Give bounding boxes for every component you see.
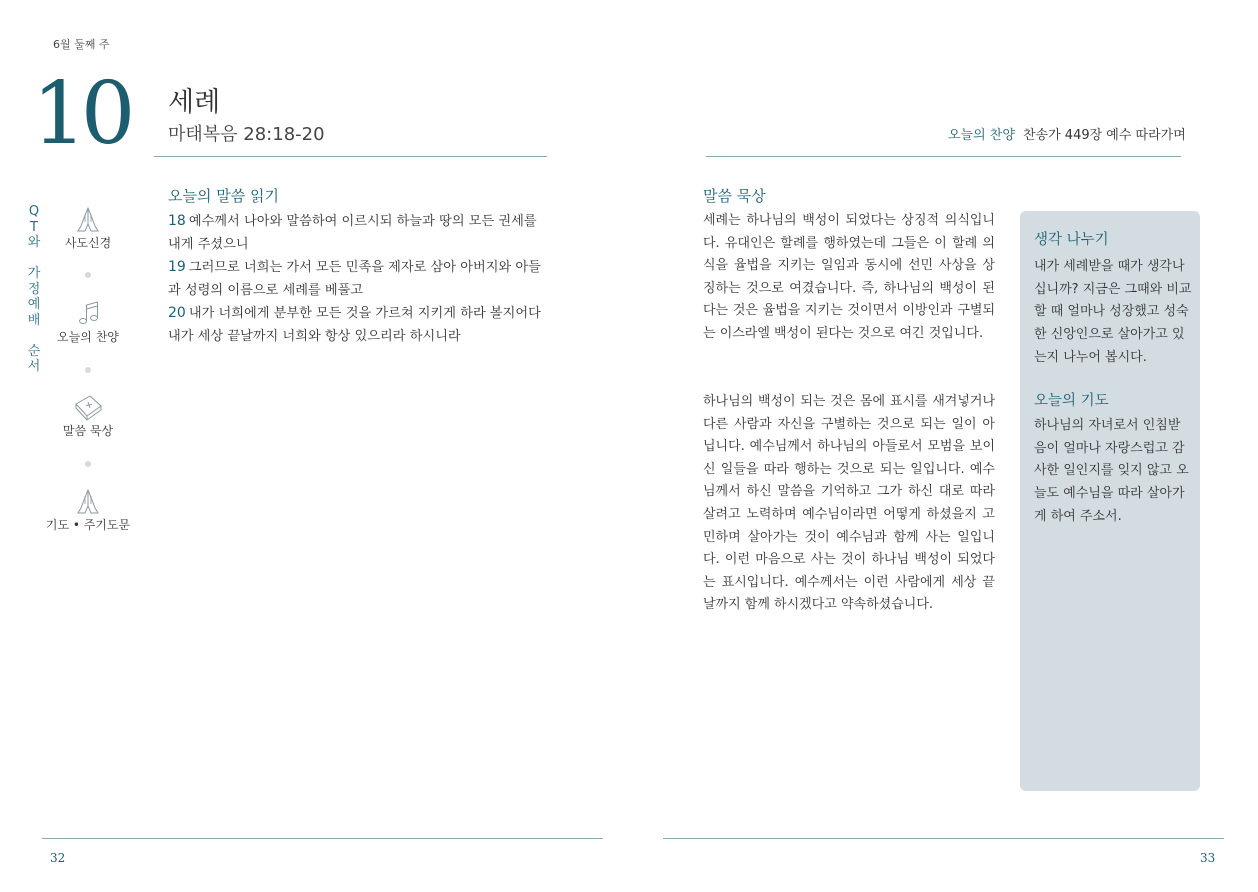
page-title: 세례 [168,87,221,118]
nav-item-creed [38,204,138,251]
vertical-char: 배 [27,312,41,328]
nav-label: 오늘의 찬양 [57,330,119,344]
footer-rule-left [42,838,603,839]
week-label: 6월 둘째 주 [53,38,110,51]
meditation-paragraph: 하나님의 백성이 되는 것은 몸에 표시를 새겨넣거나 다른 사람과 자신을 구별하는 것으로 되는 일이 아닙니다. 예수님께서 하나님의 아들로서 모범을 보이신 일들을 따라 행하는 것으로 되는 일입니다. 예수님께서 하신 말씀을 기억하고 그가 하신 대로 따라 살려고 노력하며 예수님이라면 어떻게 하셨을지 고민하며 살아가는 것이 예수님과 함께 사는 일입니다. 이런 마음으로 사는 것이 하나님 백성이 되었다는 표시입니다. 예수께서는 이런 사람에게 세상 끝날까지 함께 하시겠다고 약속하셨습니다. [703,394,995,613]
reading-passage [168,210,548,348]
bible-icon [72,392,104,422]
nav-label: 사도신경 [64,236,112,250]
nav-item-prayer [38,486,138,533]
nav-label: 기도 • 주기도문 [45,518,131,532]
nav-item-hymn [38,298,138,345]
vertical-char: 정 [27,281,41,297]
hymn-title: 찬송가 449장 예수 따라가며 [1023,128,1186,143]
verse-text: 그러므로 너희는 가서 모든 민족을 제자로 삼아 아버지와 아들과 성령의 이름으로 세례를 베풀고 [168,260,541,298]
prayer-heading: 오늘의 기도 [1034,393,1109,409]
nav-label: 말씀 묵상 [62,424,114,438]
vertical-char: T [30,219,38,235]
music-note-icon [73,298,103,328]
vertical-char: 예 [27,297,41,312]
verse-text: 내가 너희에게 분부한 모든 것을 가르쳐 지키게 하라 볼지어다 내가 세상 끝날까지 너희와 항상 있으리라 하시니라 [168,306,541,344]
verse-number: 19 [168,259,186,275]
nav-separator-dot [85,272,91,278]
nav-item-meditation [38,392,138,439]
praying-hands-icon [73,204,103,234]
page-number-left: 32 [50,851,66,865]
vertical-char: 순 [27,343,41,359]
reading-heading: 오늘의 말씀 읽기 [168,187,279,205]
vertical-char: 가 [27,266,41,281]
vertical-gap [27,251,41,267]
page-number-right: 33 [1200,851,1216,865]
vertical-char: Q [28,204,40,219]
footer-rule-right [663,838,1224,839]
verse-text: 예수께서 나아와 말씀하여 이르시되 하늘과 땅의 모든 권세를 내게 주셨으니 [168,214,537,252]
praying-hands-icon [73,486,103,516]
nav-separator-dot [85,461,91,467]
prayer-text: 하나님의 자녀로서 인침받음이 얼마나 자랑스럽고 감사한 일인지를 잊지 않고 오늘도 예수님을 따라 살아가게 하여 주소서. [1034,418,1189,524]
share-text: 내가 세례받을 때가 생각나십니까? 지금은 그때와 비교할 때 얼마나 성장했고 성숙한 신앙인으로 살아가고 있는지 나누어 봅시다. [1034,259,1192,365]
vertical-char: 서 [27,359,41,374]
vertical-char: 와 [27,235,41,250]
scripture-reference: 마태복음 28:18-20 [168,124,325,145]
share-heading: 생각 나누기 [1034,232,1109,248]
header-rule-right [706,156,1181,157]
verse-number: 20 [168,305,186,321]
nav-separator-dot [85,367,91,373]
hymn-label: 오늘의 찬양 [948,128,1015,143]
header-rule-left [154,156,547,157]
meditation-paragraph: 세례는 하나님의 백성이 되었다는 상징적 의식입니다. 유대인은 할례를 행하였는데 그들은 이 할례 의식을 율법을 지키는 일임과 동시에 선민 사상을 상징하는 것으로 여겼습니다. 즉, 하나님의 백성이 된다는 것은 율법을 지키는 것이면서 이방인과 구별되는 이스라엘 백성이 된다는 것으로 여긴 것입니다. [703,213,995,341]
verse-number: 18 [168,213,186,229]
meditation-heading: 말씀 묵상 [703,187,766,205]
day-number: 10 [32,64,130,164]
